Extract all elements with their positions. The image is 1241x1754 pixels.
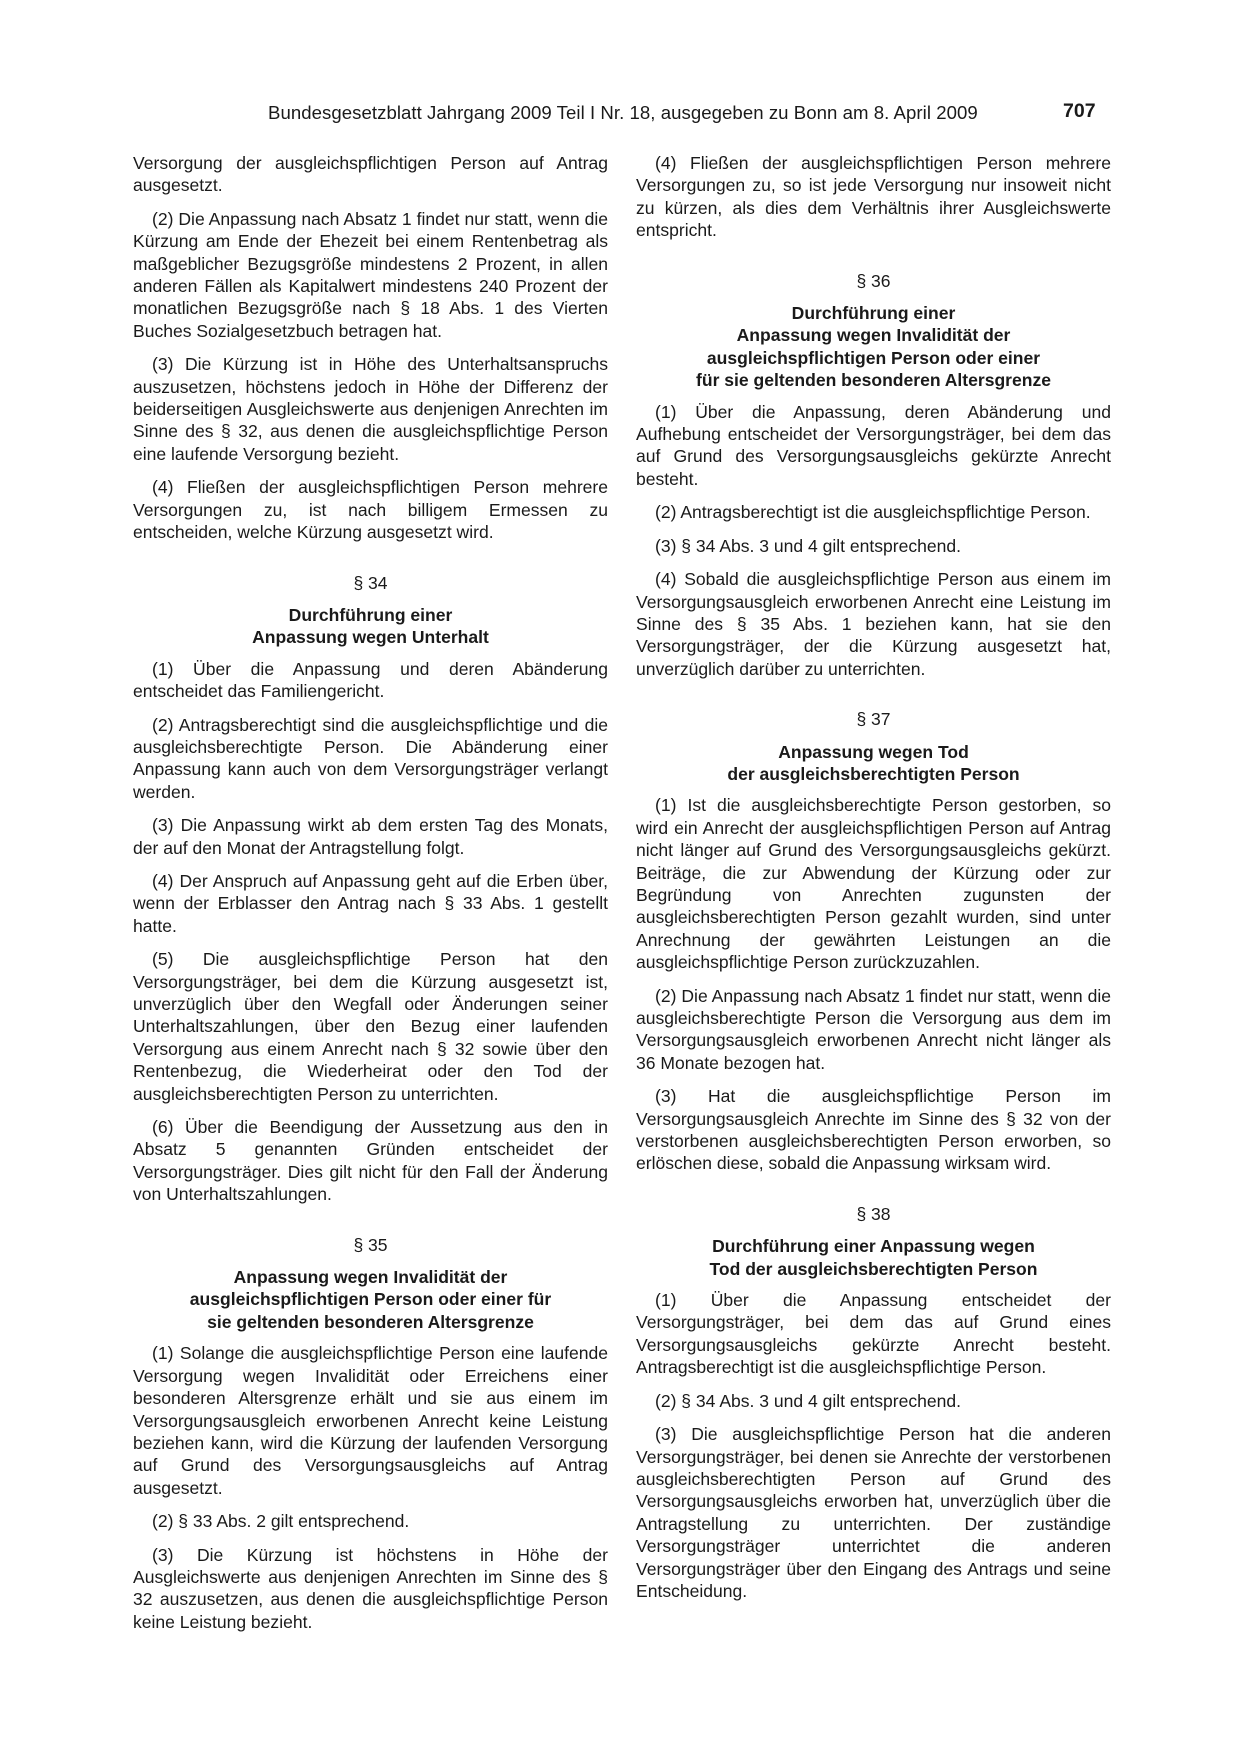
paragraph: (2) § 34 Abs. 3 und 4 gilt entsprechend. [655, 1390, 962, 1411]
paragraph: (3) Die Anpassung wirkt ab dem ersten Tag des Monats, der auf den Monat der Antragstellung folgt. [133, 815, 608, 858]
right-column [636, 152, 1111, 1613]
paragraph: (3) § 34 Abs. 3 und 4 gilt entsprechend. [655, 535, 962, 556]
paragraph: (2) Antragsberechtigt ist die ausgleichspflichtige Person. [655, 502, 1091, 523]
paragraph: (3) Hat die ausgleichspflichtige Person im Versorgungsausgleich Anrechte im Sinne des § 32 von der verstorbenen ausgleichsberechtigten Person erworben, so erlöschen diese, sobald die Anpassung wirksam wird. [636, 1086, 1111, 1174]
running-header [0, 102, 1241, 130]
paragraph: (1) Über die Anpassung und deren Abänderung entscheidet das Familiengericht. [133, 658, 608, 702]
section-title-34: Durchführung einer Anpassung wegen Unterhalt [252, 604, 489, 648]
paragraph: (1) Solange die ausgleichspflichtige Person eine laufende Versorgung wegen Invalidität oder Erreichens einer besonderen Altersgrenze erhält und sie aus einem im Versorgungsausgleich erworbenen Anrecht keine Leistung beziehen kann, wird die Kürzung der laufenden Versorgung auf Grund des Versorgungsausgleichs auf Antrag ausgesetzt. [133, 1343, 608, 1498]
paragraph: (4) Fließen der ausgleichspflichtigen Person mehrere Versorgungen zu, ist nach billigem Ermessen zu entscheiden, welche Kürzung ausgesetzt wird. [133, 477, 608, 543]
paragraph: Versorgung der ausgleichspflichtigen Person auf Antrag ausgesetzt. [133, 153, 608, 196]
paragraph: (1) Über die Anpassung entscheidet der Versorgungsträger, bei dem das auf Grund eines Versorgungsausgleichs gekürzte Anrecht besteht. Antragsberechtigt ist die ausgleichspflichtige Person. [636, 1290, 1111, 1378]
section-number-36: § 36 [856, 270, 891, 291]
section-number-35: § 35 [353, 1234, 388, 1255]
running-head-text: Bundesgesetzblatt Jahrgang 2009 Teil I Nr. 18, ausgegeben zu Bonn am 8. April 2009 [268, 102, 978, 123]
paragraph: (3) Die ausgleichspflichtige Person hat die anderen Versorgungsträger, bei denen sie Anrechte der verstorbenen ausgleichsberechtigten Person auf Grund des Versorgungsausgleichs erworben hat, unverzüglich über die Antragstellung zu unterrichten. Der zuständige Versorgungsträger unterrichtet die anderen Versorgungsträger über den Eingang des Antrags und seine Entscheidung. [636, 1424, 1111, 1601]
section-title-37: Anpassung wegen Tod der ausgleichsberechtigten Person [727, 741, 1020, 784]
paragraph: (1) Ist die ausgleichsberechtigte Person gestorben, so wird ein Anrecht der ausgleichspflichtigen Person auf Antrag nicht länger auf Grund des Versorgungsausgleichs gekürzt. Beiträge, die zur Abwendung der Kürzung oder zur Begründung von Anrechten zugunsten der ausgleichsberechtigten Person gezahlt wurden, sind unter Anrechnung der gewährten Leistungen an die ausgleichspflichtige Person zurückzuzahlen. [636, 795, 1111, 973]
paragraph: (2) Die Anpassung nach Absatz 1 findet nur statt, wenn die ausgleichsberechtigte Person die Versorgung aus dem im Versorgungsausgleich erworbenen Anrecht nicht länger als 36 Monate bezogen hat. [636, 985, 1111, 1073]
page-number: 707 [1063, 100, 1096, 122]
paragraph: (1) Über die Anpassung, deren Abänderung und Aufhebung entscheidet der Versorgungsträger, bei dem das auf Grund des Versorgungsausgleichs gekürzte Anrecht besteht. [636, 401, 1111, 489]
section-title-35: Anpassung wegen Invalidität der ausgleichspflichtigen Person oder einer für sie geltenden besonderen Altersgrenze [189, 1267, 552, 1332]
paragraph: (4) Fließen der ausgleichspflichtigen Person mehrere Versorgungen zu, so ist jede Versorgung nur insoweit nicht zu kürzen, als dies dem Verhältnis ihrer Ausgleichswerte entspricht. [636, 153, 1111, 241]
left-column [133, 152, 608, 1644]
paragraph: (3) Die Kürzung ist höchstens in Höhe der Ausgleichswerte aus denjenigen Anrechten im Sinne des § 32 auszusetzen, aus denen die ausgleichspflichtige Person keine Leistung bezieht. [133, 1544, 608, 1632]
paragraph: (2) Die Anpassung nach Absatz 1 findet nur statt, wenn die Kürzung am Ende der Ehezeit bei einem Rentenbetrag als maßgeblicher Bezugsgröße mindestens 2 Prozent, in allen anderen Fällen als Kapitalwert mindestens 240 Prozent der monatlichen Bezugsgröße nach § 18 Abs. 1 des Vierten Buches Sozialgesetzbuch betragen hat. [133, 208, 608, 341]
paragraph: (4) Der Anspruch auf Anpassung geht auf die Erben über, wenn der Erblasser den Antrag nach § 33 Abs. 1 gestellt hatte. [133, 870, 608, 936]
paragraph: (5) Die ausgleichspflichtige Person hat den Versorgungsträger, bei dem die Kürzung ausgesetzt ist, unverzüglich über den Wegfall oder Änderungen seiner Unterhaltszahlungen, über den Bezug einer laufenden Versorgung aus einem Anrecht nach § 32 sowie über den Rentenbezug, die Wiederheirat oder den Tod der ausgleichsberechtigten Person zu unterrichten. [133, 949, 608, 1104]
paragraph: (2) Antragsberechtigt sind die ausgleichspflichtige und die ausgleichsberechtigte Person. Die Abänderung einer Anpassung kann auch von dem Versorgungsträger verlangt werden. [133, 714, 608, 802]
section-title-38: Durchführung einer Anpassung wegen Tod der ausgleichsberechtigten Person [709, 1236, 1038, 1279]
section-number-37: § 37 [856, 709, 891, 730]
paragraph: (4) Sobald die ausgleichspflichtige Person aus einem im Versorgungsausgleich erworbenen Anrecht eine Leistung im Sinne des § 35 Abs. 1 beziehen kann, hat sie den Versorgungsträger, der die Kürzung ausgesetzt hat, unverzüglich darüber zu unterrichten. [636, 569, 1111, 679]
paragraph: (3) Die Kürzung ist in Höhe des Unterhaltsanspruchs auszusetzen, höchstens jedoch in Höhe der Differenz der beiderseitigen Ausgleichswerte aus denjenigen Anrechten im Sinne des § 32, aus denen die ausgleichspflichtige Person eine laufende Versorgung bezieht. [133, 354, 608, 464]
section-number-34: § 34 [353, 572, 388, 593]
section-number-38: § 38 [856, 1203, 891, 1224]
section-title-36: Durchführung einer Anpassung wegen Invalidität der ausgleichspflichtigen Person oder einer für sie geltenden besonderen Altersgrenze [696, 303, 1051, 391]
paragraph: (2) § 33 Abs. 2 gilt entsprechend. [152, 1511, 410, 1532]
paragraph: (6) Über die Beendigung der Aussetzung aus den in Absatz 5 genannten Gründen entscheidet der Versorgungsträger. Dies gilt nicht für den Fall der Änderung von Unterhaltszahlungen. [133, 1117, 608, 1205]
